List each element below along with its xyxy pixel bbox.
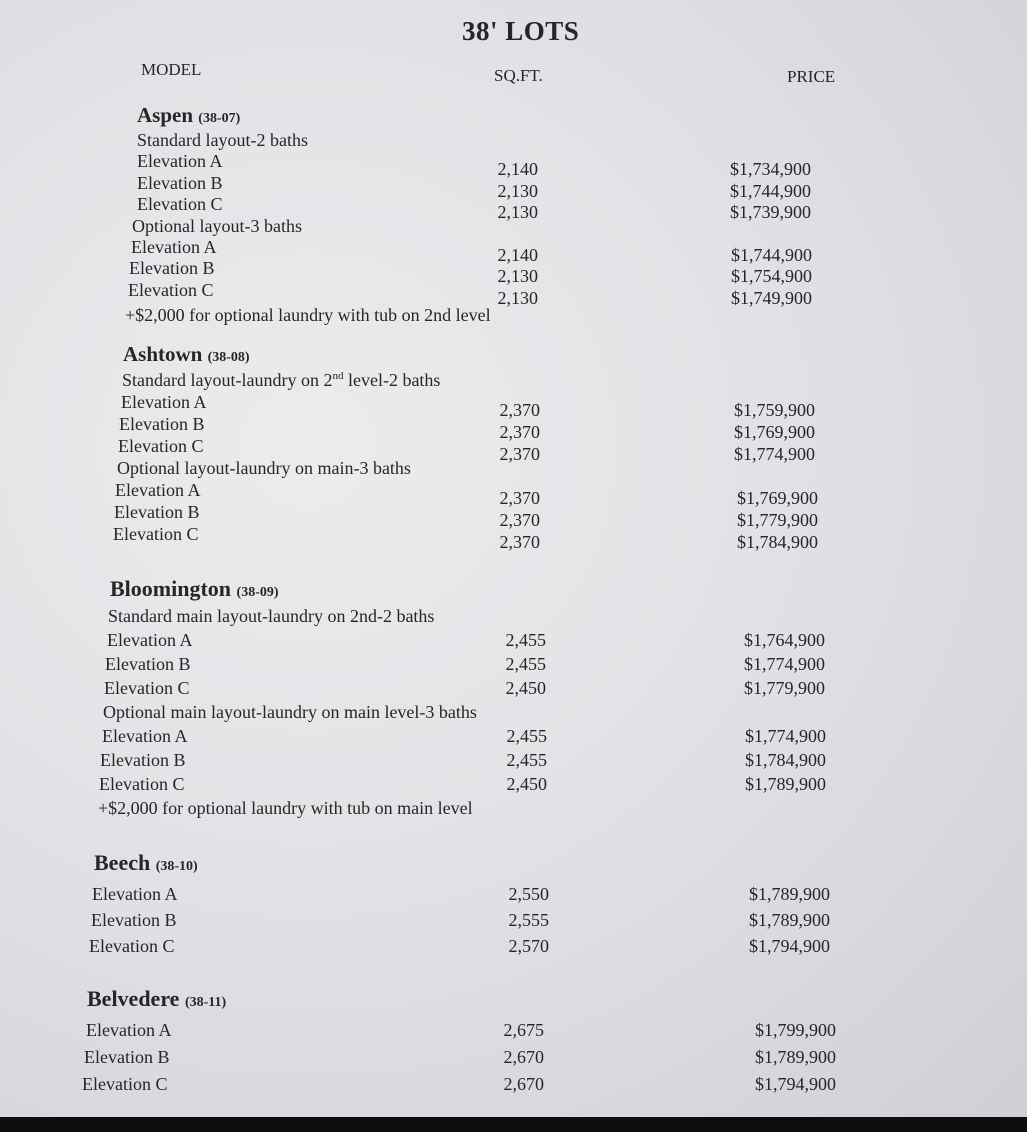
sqft-value: 2,130	[497, 180, 538, 201]
sqft-value: 2,130	[497, 287, 538, 308]
sqft-value: 2,675	[503, 1020, 544, 1040]
layout-label: Standard main layout-laundry on 2nd-2 baths	[108, 606, 435, 626]
price-value: $1,789,900	[749, 884, 830, 904]
layout-label: Standard layout-2 baths	[137, 130, 308, 150]
table-row	[137, 172, 857, 201]
price-value: $1,789,900	[755, 1047, 836, 1067]
sqft-value: 2,140	[497, 244, 538, 265]
price-value: $1,744,900	[730, 180, 811, 201]
table-row	[104, 676, 844, 700]
elevation-label: Elevation C	[128, 279, 214, 300]
table-row	[84, 1045, 854, 1069]
layout-text: level-2 baths	[343, 370, 441, 390]
sqft-value: 2,455	[506, 750, 547, 770]
sqft-value: 2,370	[499, 488, 540, 508]
table-row	[86, 1018, 856, 1042]
model-name: Ashtown	[123, 342, 203, 366]
elevation-label: Elevation C	[99, 774, 185, 794]
sqft-value: 2,370	[499, 400, 540, 420]
price-value: $1,784,900	[745, 750, 826, 770]
elevation-label: Elevation B	[119, 414, 205, 434]
elevation-label: Elevation B	[105, 654, 191, 674]
table-row	[128, 279, 848, 308]
price-value: $1,774,900	[744, 654, 825, 674]
elevation-label: Elevation C	[82, 1074, 168, 1094]
sqft-value: 2,550	[508, 884, 549, 904]
elevation-label: Elevation A	[131, 236, 217, 257]
layout-label: Optional layout-3 baths	[132, 215, 302, 236]
model-section-aspen	[125, 103, 857, 326]
elevation-label: Elevation B	[84, 1047, 170, 1067]
table-row	[113, 523, 833, 552]
model-section-beech	[89, 850, 854, 958]
elevation-label: Elevation B	[129, 258, 215, 279]
price-column-header: PRICE	[787, 67, 836, 86]
table-row	[82, 1072, 852, 1096]
price-value: $1,774,900	[734, 444, 815, 464]
price-value: $1,749,900	[731, 287, 812, 308]
table-row	[105, 652, 845, 676]
option-note: +$2,000 for optional laundry with tub on 2nd level	[125, 305, 491, 326]
model-code: (38-09)	[236, 585, 279, 600]
elevation-label: Elevation A	[92, 884, 178, 904]
table-row	[102, 724, 842, 748]
sqft-value: 2,455	[505, 630, 546, 650]
option-note: +$2,000 for optional laundry with tub on main level	[98, 798, 473, 818]
table-row	[137, 151, 857, 180]
model-name: Belvedere	[87, 986, 180, 1011]
ordinal-suffix: nd	[332, 370, 344, 382]
price-value: $1,789,900	[745, 774, 826, 794]
elevation-label: Elevation B	[91, 910, 177, 930]
table-row	[91, 908, 851, 932]
sqft-value: 2,370	[499, 532, 540, 552]
elevation-label: Elevation B	[114, 502, 200, 522]
price-value: $1,794,900	[755, 1074, 836, 1094]
page-title: 38' LOTS	[462, 16, 580, 46]
elevation-label: Elevation C	[104, 678, 190, 698]
layout-label: Optional layout-laundry on main-3 baths	[117, 458, 411, 478]
table-row	[92, 882, 852, 906]
price-value: $1,779,900	[737, 510, 818, 530]
photo-bottom-edge	[0, 1117, 1027, 1132]
elevation-label: Elevation C	[137, 194, 223, 215]
model-title	[110, 578, 850, 604]
elevation-label: Elevation A	[115, 480, 201, 500]
sqft-value: 2,370	[499, 422, 540, 442]
model-name: Beech	[94, 850, 151, 875]
table-row	[100, 748, 840, 772]
sqft-value: 2,670	[503, 1074, 544, 1094]
model-code: (38-11)	[184, 995, 227, 1010]
table-row	[89, 934, 849, 958]
table-row	[119, 413, 839, 442]
table-row	[129, 258, 849, 287]
price-value: $1,739,900	[730, 202, 811, 223]
model-section-bloomington	[98, 576, 850, 820]
model-column-header: MODEL	[141, 60, 202, 79]
sqft-value: 2,450	[505, 678, 546, 698]
price-value: $1,794,900	[749, 936, 830, 956]
price-value: $1,779,900	[744, 678, 825, 698]
sqft-value: 2,450	[506, 774, 547, 794]
layout-label: Optional main layout-laundry on main level-3 baths	[103, 702, 477, 722]
elevation-label: Elevation C	[113, 524, 199, 544]
sqft-value: 2,370	[499, 444, 540, 464]
elevation-label: Elevation A	[137, 151, 223, 172]
table-row	[131, 236, 851, 265]
sqft-value: 2,455	[506, 726, 547, 746]
model-code: (38-10)	[155, 859, 198, 874]
price-value: $1,769,900	[734, 422, 815, 442]
table-row	[114, 501, 834, 530]
sqft-value: 2,130	[497, 266, 538, 287]
table-row	[137, 194, 857, 223]
price-value: $1,744,900	[731, 244, 812, 265]
model-code: (38-08)	[207, 350, 250, 365]
model-title	[94, 852, 854, 878]
model-title	[87, 988, 857, 1014]
sqft-column-header: SQ.FT.	[494, 66, 543, 85]
model-section-belvedere	[82, 986, 857, 1096]
table-row	[115, 479, 835, 508]
model-name: Aspen	[137, 103, 194, 127]
model-title	[137, 104, 857, 130]
table-row	[118, 435, 838, 464]
layout-label	[122, 369, 842, 391]
price-value: $1,799,900	[755, 1020, 836, 1040]
sqft-value: 2,570	[508, 936, 549, 956]
price-value: $1,789,900	[749, 910, 830, 930]
price-value: $1,764,900	[744, 630, 825, 650]
table-row	[99, 772, 839, 796]
elevation-label: Elevation C	[118, 436, 204, 456]
sqft-value: 2,370	[499, 510, 540, 530]
sqft-value: 2,555	[508, 910, 549, 930]
elevation-label: Elevation B	[100, 750, 186, 770]
price-value: $1,784,900	[737, 532, 818, 552]
elevation-label: Elevation A	[121, 392, 207, 412]
elevation-label: Elevation C	[89, 936, 175, 956]
table-row	[121, 391, 841, 420]
elevation-label: Elevation A	[107, 630, 193, 650]
price-value: $1,769,900	[737, 488, 818, 508]
elevation-label: Elevation A	[102, 726, 188, 746]
model-code: (38-07)	[198, 111, 241, 126]
elevation-label: Elevation A	[86, 1020, 172, 1040]
sqft-value: 2,130	[497, 202, 538, 223]
price-value: $1,754,900	[731, 266, 812, 287]
price-value: $1,759,900	[734, 400, 815, 420]
sqft-value: 2,455	[505, 654, 546, 674]
layout-text: Standard layout-laundry on 2	[122, 370, 333, 390]
elevation-label: Elevation B	[137, 172, 223, 193]
sqft-value: 2,140	[497, 159, 538, 180]
model-section-ashtown	[113, 342, 843, 552]
price-value: $1,734,900	[730, 159, 811, 180]
model-name: Bloomington	[110, 576, 232, 601]
table-row	[107, 628, 847, 652]
sqft-value: 2,670	[503, 1047, 544, 1067]
model-title	[123, 343, 843, 369]
price-value: $1,774,900	[745, 726, 826, 746]
